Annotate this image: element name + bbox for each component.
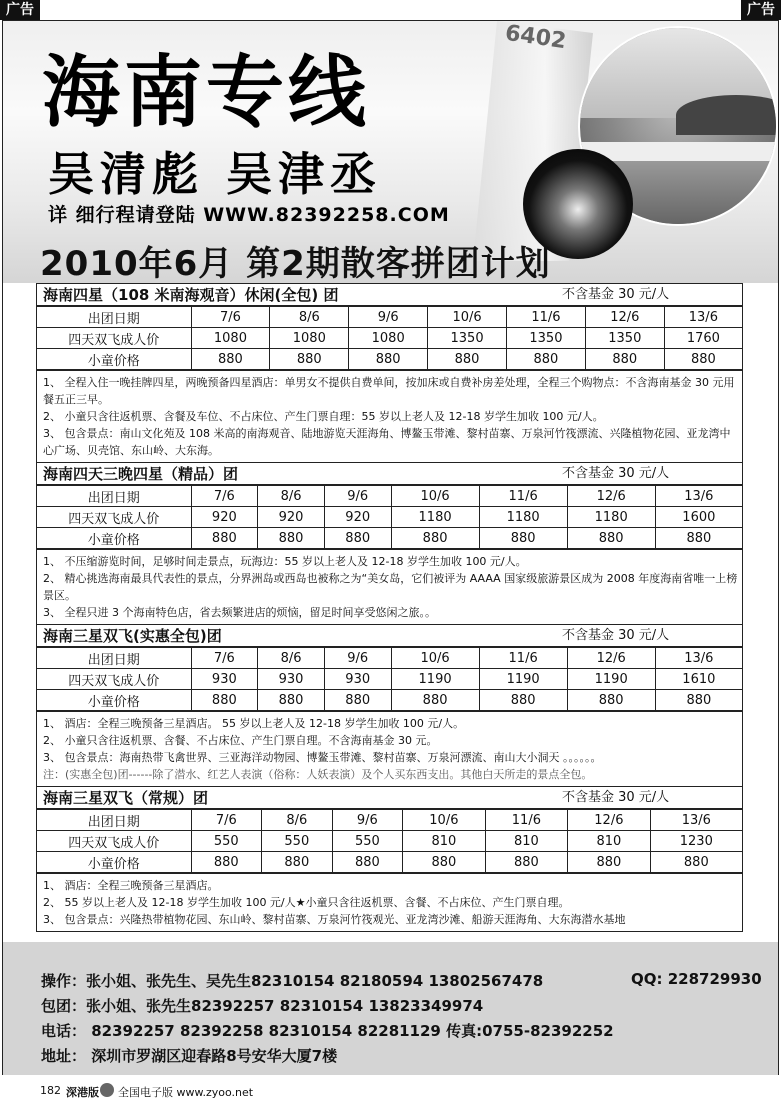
table-cell: 1190 [567, 669, 655, 690]
row-label: 出团日期 [37, 810, 191, 831]
table-cell: 880 [191, 528, 258, 549]
table-cell: 920 [258, 507, 325, 528]
date-row [37, 307, 742, 328]
address: 地址： 深圳市罗湖区迎春路8号安华大厦7楼 [41, 1047, 338, 1065]
table-cell: 1760 [664, 328, 742, 349]
table-cell: 880 [324, 690, 391, 711]
table-cell: 880 [428, 349, 507, 370]
table-cell: 810 [403, 831, 486, 852]
table-cell: 1080 [270, 328, 349, 349]
table-cell: 880 [655, 690, 742, 711]
table-cell: 7/6 [191, 486, 258, 507]
tour-notes [37, 370, 742, 462]
table-cell: 1230 [650, 831, 742, 852]
table-cell: 1080 [349, 328, 428, 349]
table-cell: 13/6 [650, 810, 742, 831]
table-cell: 1350 [585, 328, 664, 349]
table-cell: 13/6 [655, 648, 742, 669]
table-cell: 930 [258, 669, 325, 690]
table-cell: 920 [324, 507, 391, 528]
table-cell: 11/6 [479, 648, 567, 669]
table-cell: 1180 [391, 507, 479, 528]
row-label: 小童价格 [37, 528, 191, 549]
edition-label: 深港版 [66, 1086, 99, 1099]
note-line: 2、 小童只含往返机票、含餐、不占床位、产生门票自理。不含海南基金 30 元。 [43, 734, 438, 747]
table-cell: 8/6 [258, 648, 325, 669]
note-line: 1、 酒店：全程三晚预备三星酒店。 55 岁以上老人及 12-18 岁学生加收 100 元/人。 [43, 717, 465, 730]
sail-number: 6402 [503, 21, 568, 55]
adult-price-row [37, 507, 742, 528]
table-cell: 880 [391, 690, 479, 711]
contact-names: 吴清彪 吴津丞 [48, 147, 383, 201]
logo-icon [100, 1083, 114, 1097]
row-label: 四天双飞成人价 [37, 507, 191, 528]
table-cell: 880 [507, 349, 586, 370]
page-title: 海南专线 [42, 47, 371, 138]
table-cell: 880 [585, 349, 664, 370]
note-line: 3、 包含景点：南山文化苑及 108 米高的南海观音、陆地游览天涯海角、博鳌玉带滩、黎村苗寨、万泉河竹筏漂流、兴隆植物花园、亚龙湾中心广场、贝壳馆、东山岭、大东海。 [43, 427, 731, 457]
price-table [37, 485, 742, 549]
table-cell: 12/6 [585, 307, 664, 328]
row-label: 出团日期 [37, 307, 191, 328]
table-cell: 880 [655, 528, 742, 549]
table-cell: 880 [349, 349, 428, 370]
note-line: 3、 包含景点：兴隆热带植物花园、东山岭、黎村苗寨、万泉河竹筏观光、亚龙湾沙滩、船游天涯海角、大东海潜水基地 [43, 913, 626, 926]
fund-note: 不含基金 30 元/人 [562, 466, 670, 481]
price-table [37, 647, 742, 711]
note-line: 2、 55 岁以上老人及 12-18 岁学生加收 100 元/人★小童只含往返机票、含餐、不占床位、产生门票自理。 [43, 896, 570, 909]
table-cell: 9/6 [324, 486, 391, 507]
table-cell: 8/6 [270, 307, 349, 328]
tour-title: 海南三星双飞（常规）团 [43, 789, 209, 807]
price-table [37, 809, 742, 873]
row-label: 出团日期 [37, 648, 191, 669]
table-cell: 9/6 [332, 810, 403, 831]
table-cell: 880 [258, 690, 325, 711]
table-cell: 1190 [391, 669, 479, 690]
table-cell: 880 [664, 349, 742, 370]
table-cell: 1080 [191, 328, 270, 349]
table-cell: 1350 [428, 328, 507, 349]
note-line: 1、 全程入住一晚挂牌四星，两晚预备四星酒店：单男女不提供自费单间，按加床或自费补房差处理，全程三个购物点：不含海南基金 30 元用餐五正三早。 [43, 376, 735, 406]
tour-title: 海南四星（108 米南海观音）休闲(全包) 团 [43, 286, 339, 304]
note-line: 1、 不压缩游览时间，足够时间走景点，玩海边：55 岁以上老人及 12-18 岁学生加收 100 元/人。 [43, 555, 527, 568]
table-cell: 9/6 [324, 648, 391, 669]
tour-schedules [36, 283, 743, 932]
child-price-row [37, 690, 742, 711]
table-cell: 1180 [567, 507, 655, 528]
table-cell: 880 [332, 852, 403, 873]
table-cell: 550 [191, 831, 262, 852]
table-cell: 12/6 [568, 810, 651, 831]
note-line: 3、 全程只进 3 个海南特色店，省去频繁进店的烦恼，留足时间享受悠闲之旅。。 [43, 606, 436, 619]
table-cell: 11/6 [507, 307, 586, 328]
price-table [37, 306, 742, 370]
adult-price-row [37, 831, 742, 852]
table-cell: 10/6 [391, 648, 479, 669]
table-cell: 7/6 [191, 648, 258, 669]
tour-notes [37, 711, 742, 786]
table-cell: 1350 [507, 328, 586, 349]
table-cell: 1180 [479, 507, 567, 528]
table-cell: 880 [324, 528, 391, 549]
tour-block [36, 787, 743, 932]
table-cell: 1600 [655, 507, 742, 528]
row-label: 小童价格 [37, 690, 191, 711]
row-label: 四天双飞成人价 [37, 328, 191, 349]
table-cell: 930 [191, 669, 258, 690]
schedule-period-heading: 2010年6月 第2期散客拼团计划 [40, 244, 551, 284]
table-cell: 920 [191, 507, 258, 528]
table-cell: 810 [485, 831, 568, 852]
table-cell: 880 [262, 852, 333, 873]
note-line: 3、 包含景点：海南热带飞禽世界、三亚海洋动物园、博鳌玉带滩、黎村苗寨、万泉河漂流、南山大小洞天 。。。。。。 [43, 751, 602, 764]
tour-notes [37, 873, 742, 931]
note-line: 注：(实惠全包)团------除了潜水、红艺人表演（俗称：人妖表演）及个人买东西支出。其他白天所走的景点全包。 [43, 768, 593, 781]
fund-note: 不含基金 30 元/人 [562, 790, 670, 805]
website-line: 详 细行程请登陆 WWW.82392258.COM [48, 204, 450, 226]
qq-number: QQ: 228729930 [631, 970, 762, 988]
table-cell: 880 [650, 852, 742, 873]
adult-price-row [37, 669, 742, 690]
table-cell: 8/6 [258, 486, 325, 507]
tour-title-row [37, 625, 742, 647]
note-line: 2、 小童只含往返机票、含餐及车位、不占床位、产生门票自理：55 岁以上老人及 12-18 岁学生加收 100 元/人。 [43, 410, 604, 423]
table-cell: 10/6 [391, 486, 479, 507]
operation-contacts: 操作：张小姐、张先生、吴先生82310154 82180594 13802567478 [41, 972, 544, 990]
table-cell: 810 [568, 831, 651, 852]
row-label: 四天双飞成人价 [37, 831, 191, 852]
table-cell: 880 [567, 690, 655, 711]
date-row [37, 648, 742, 669]
table-cell: 880 [479, 690, 567, 711]
table-cell: 12/6 [567, 648, 655, 669]
tour-title: 海南四天三晚四星（精品）团 [43, 465, 239, 483]
ad-label-right: 广告 [741, 0, 781, 20]
date-row [37, 486, 742, 507]
table-cell: 1190 [479, 669, 567, 690]
table-cell: 930 [324, 669, 391, 690]
tour-notes [37, 549, 742, 624]
date-row [37, 810, 742, 831]
table-cell: 13/6 [655, 486, 742, 507]
table-cell: 880 [270, 349, 349, 370]
table-cell: 880 [191, 690, 258, 711]
child-price-row [37, 528, 742, 549]
contact-footer [3, 942, 778, 1075]
table-cell: 9/6 [349, 307, 428, 328]
table-cell: 880 [258, 528, 325, 549]
table-cell: 880 [191, 349, 270, 370]
child-price-row [37, 852, 742, 873]
fund-note: 不含基金 30 元/人 [562, 628, 670, 643]
row-label: 四天双飞成人价 [37, 669, 191, 690]
tour-title: 海南三星双飞(实惠全包)团 [43, 627, 222, 645]
note-line: 1、 酒店：全程三晚预备三星酒店。 [43, 879, 219, 892]
table-cell: 880 [485, 852, 568, 873]
tour-block [36, 625, 743, 787]
table-cell: 8/6 [262, 810, 333, 831]
phone-fax: 电话： 82392257 82392258 82310154 82281129 传真:0755-82392252 [41, 1022, 614, 1040]
table-cell: 10/6 [403, 810, 486, 831]
child-price-row [37, 349, 742, 370]
row-label: 小童价格 [37, 852, 191, 873]
tour-block [36, 463, 743, 625]
page-footer [0, 1080, 781, 1100]
table-cell: 880 [391, 528, 479, 549]
table-cell: 11/6 [479, 486, 567, 507]
table-cell: 12/6 [567, 486, 655, 507]
table-cell: 7/6 [191, 810, 262, 831]
table-cell: 880 [568, 852, 651, 873]
page-number: 182 [40, 1084, 61, 1097]
ad-label-left: 广告 [0, 0, 40, 20]
row-label: 小童价格 [37, 349, 191, 370]
table-cell: 880 [403, 852, 486, 873]
site-url: 全国电子版 www.zyoo.net [118, 1086, 254, 1099]
fund-note: 不含基金 30 元/人 [562, 287, 670, 302]
group-contacts: 包团：张小姐、张先生82392257 82310154 13823349974 [41, 997, 484, 1015]
tour-block [36, 283, 743, 463]
tour-title-row [37, 463, 742, 485]
table-cell: 880 [479, 528, 567, 549]
table-cell: 880 [567, 528, 655, 549]
table-cell: 1610 [655, 669, 742, 690]
table-cell: 880 [191, 852, 262, 873]
row-label: 出团日期 [37, 486, 191, 507]
tour-title-row [37, 787, 742, 809]
table-cell: 550 [332, 831, 403, 852]
note-line: 2、 精心挑选海南最具代表性的景点，分界洲岛或西岛也被称之为“美女岛，它们被评为 AAAA 国家级旅游景区成为 2008 年度海南省唯一上榜景区。 [43, 572, 738, 602]
table-cell: 13/6 [664, 307, 742, 328]
tour-title-row [37, 284, 742, 306]
table-cell: 7/6 [191, 307, 270, 328]
adult-price-row [37, 328, 742, 349]
table-cell: 550 [262, 831, 333, 852]
table-cell: 11/6 [485, 810, 568, 831]
table-cell: 10/6 [428, 307, 507, 328]
